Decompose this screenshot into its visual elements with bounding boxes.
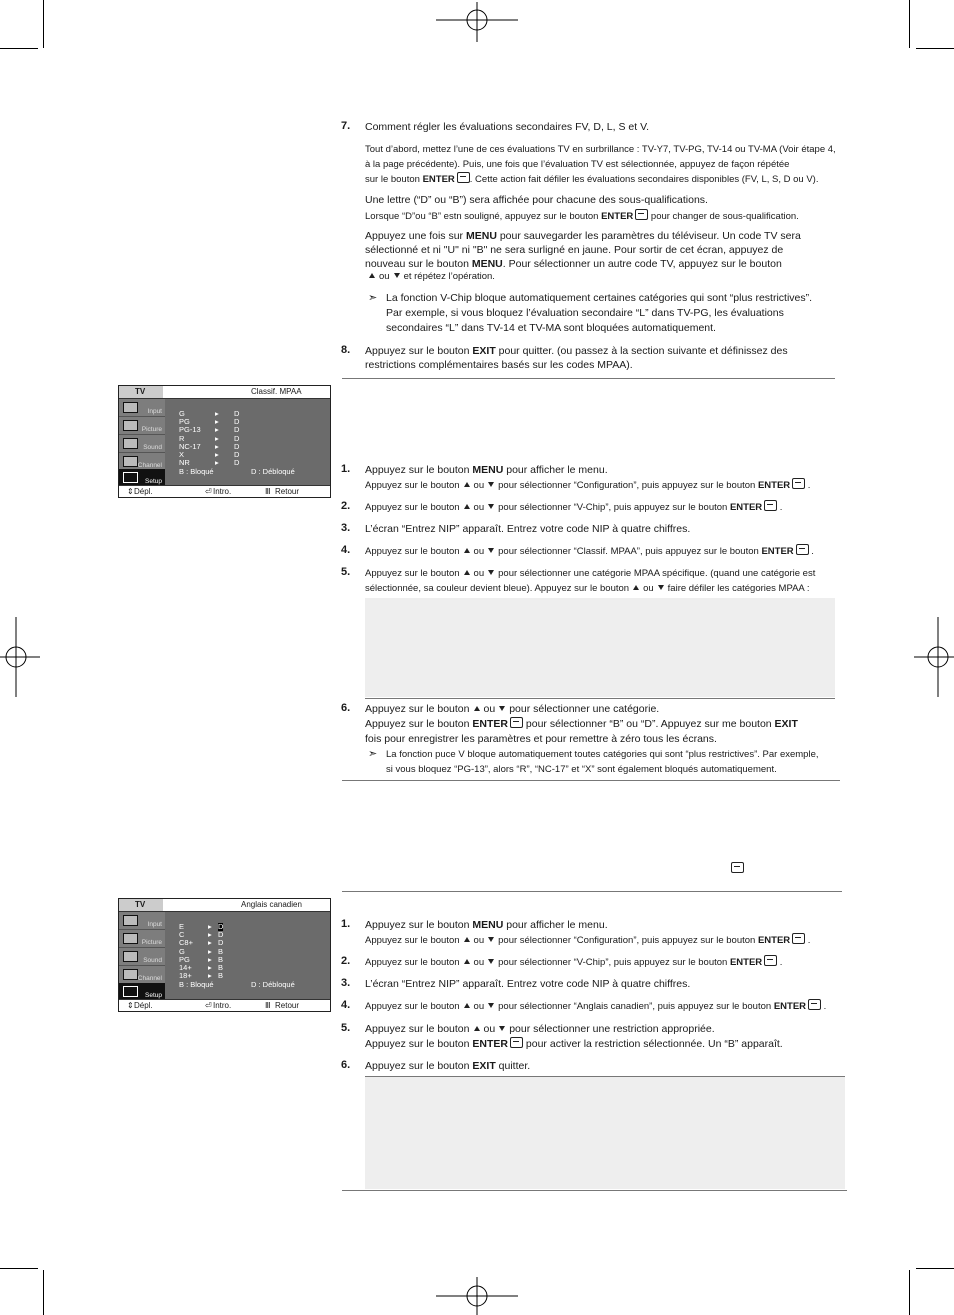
up-arrow-icon — [369, 273, 375, 278]
side-item-input[interactable] — [119, 912, 165, 930]
side-label: Sound — [143, 957, 162, 964]
divider — [342, 1190, 847, 1191]
rating-value: D — [218, 938, 224, 948]
text: ou — [473, 480, 485, 491]
step-line: L’écran “Entrez NIP” apparaît. Entrez votre code NIP à quatre chiffres. — [365, 523, 691, 535]
crop-mark — [916, 1268, 954, 1269]
enter-icon: ⏎ — [205, 1001, 212, 1010]
text: Appuyez sur le bouton — [365, 957, 460, 968]
paragraph-line — [365, 209, 799, 224]
right-arrow-icon: ▸ — [208, 971, 212, 981]
text: Appuyez sur le bouton — [365, 935, 460, 946]
tv-label: TV — [135, 900, 146, 909]
side-label: Setup — [145, 478, 162, 485]
down-arrow-icon — [499, 1026, 505, 1031]
rating-value: D — [234, 433, 240, 443]
side-item-picture[interactable] — [119, 417, 165, 435]
picture-icon — [123, 420, 138, 431]
up-arrow-icon — [464, 937, 470, 942]
side-item-picture[interactable] — [119, 930, 165, 948]
crop-mark — [916, 48, 954, 49]
setup-icon — [123, 986, 138, 997]
step-number: 3. — [341, 522, 351, 534]
step-line: Appuyez sur le bouton ou pour sélectionner “V-Chip”, puis appuyez sur le bouton ENTER . — [365, 502, 783, 513]
note-line: La fonction puce V bloque automatiquement toutes catégories qui sont “plus restrictives”. Par exemple, — [386, 749, 819, 760]
registration-mark-icon — [914, 617, 954, 697]
exit-label: EXIT — [472, 1060, 496, 1072]
step-number: 6. — [341, 1059, 351, 1071]
crop-mark — [909, 1270, 910, 1315]
enter-icon — [510, 717, 523, 728]
setup-icon — [123, 472, 138, 483]
menu-label: MENU — [472, 464, 504, 476]
channel-icon — [123, 969, 138, 980]
step-number: 4. — [341, 999, 351, 1011]
text: Appuyez une fois sur — [365, 230, 466, 242]
enter-label: ENTER — [729, 502, 763, 513]
sound-icon — [123, 438, 138, 449]
paragraph-line — [365, 172, 818, 187]
text: ou — [643, 583, 654, 594]
value-list — [218, 923, 223, 980]
step-line — [365, 463, 608, 478]
right-arrow-icon: ▸ — [215, 425, 219, 435]
step-line — [365, 702, 659, 717]
text: pour sélectionner une catégorie. — [509, 703, 660, 715]
step-line — [365, 918, 608, 933]
enter-icon — [731, 862, 744, 873]
crop-mark — [909, 0, 910, 48]
step-number: 3. — [341, 977, 351, 989]
side-item-input[interactable] — [119, 399, 165, 417]
text: Appuyez sur le bouton — [365, 1023, 470, 1035]
text: Appuyez sur le bouton — [365, 703, 470, 715]
rating-value: D — [234, 409, 240, 418]
exit-label: EXIT — [472, 345, 496, 357]
rating-value: D — [234, 425, 240, 435]
divider — [342, 780, 840, 781]
enter-icon — [764, 955, 777, 966]
enter-label: ENTER — [761, 546, 794, 557]
enter-icon — [510, 1037, 523, 1048]
step-title: Comment régler les évaluations secondaires FV, D, L, S et V. — [365, 121, 650, 133]
tv-menu-footer — [119, 999, 330, 1011]
rating-value: B — [218, 971, 224, 981]
step-number: 2. — [341, 500, 351, 512]
rating-item[interactable]: PG — [179, 954, 190, 964]
footer-move: Dépl. — [134, 487, 153, 496]
right-arrow-icon: ▸ — [208, 946, 212, 956]
down-arrow-icon — [488, 482, 494, 487]
text: pour afficher le menu. — [503, 464, 608, 476]
input-icon — [123, 402, 138, 413]
legend-blocked: B : Bloqué — [179, 467, 214, 476]
enter-label: ENTER — [757, 480, 791, 491]
side-label: Picture — [141, 426, 162, 433]
rating-value: D — [218, 922, 224, 931]
paragraph-line — [365, 344, 788, 359]
registration-mark-icon — [0, 617, 40, 697]
text: Appuyez sur le bouton — [365, 1060, 473, 1072]
rating-item[interactable]: NR — [179, 458, 190, 468]
paragraph-line: sélectionné et ni "U" ni "B" ne sera surligné en jaune. Pour sortir de cet écran, appuyez de — [365, 244, 784, 256]
right-arrow-icon: ▸ — [208, 963, 212, 973]
rating-value: B — [218, 946, 224, 956]
rating-value: D — [234, 450, 240, 460]
mpaa-rating-table-placeholder — [365, 598, 835, 697]
text: . Cette action fait défiler les évaluations secondaires disponibles (FV, L, S, D ou V). — [469, 174, 819, 185]
text: pour changer de sous-qualification. — [648, 211, 799, 222]
rating-value: B — [218, 963, 224, 973]
note-arrow-icon: ➣ — [368, 292, 378, 304]
text: pour activer la restriction sélectionnée. Un “B” apparaît. — [523, 1038, 783, 1050]
paragraph-line — [365, 269, 495, 284]
tv-menu-header — [119, 386, 330, 399]
down-arrow-icon — [499, 706, 505, 711]
paragraph-line: à la page précédente). Puis, une fois que l’évaluation TV est sélectionnée, appuyez de façon répétée — [365, 159, 790, 170]
enter-label: ENTER — [729, 957, 763, 968]
step-number: 4. — [341, 544, 351, 556]
up-arrow-icon — [474, 706, 480, 711]
return-icon: Ⅲ — [265, 1001, 271, 1010]
text: pour sélectionner “Classif. MPAA”, puis appuyez sur le bouton — [498, 546, 759, 557]
text: ou — [473, 546, 485, 557]
exit-label: EXIT — [774, 718, 798, 730]
rating-item[interactable]: C8+ — [179, 938, 193, 948]
arrow-list — [208, 923, 212, 980]
enter-label: ENTER — [422, 174, 455, 185]
text: pour quitter. (ou passez à la section suivante et définissez des — [495, 345, 788, 357]
tv-label: TV — [135, 387, 146, 396]
side-label: Channel — [137, 975, 162, 982]
enter-icon — [796, 544, 809, 555]
divider — [342, 378, 835, 379]
rating-value: D — [218, 930, 224, 940]
crop-mark — [43, 1270, 44, 1315]
text: Appuyez sur le bouton — [365, 546, 460, 557]
rating-value: D — [234, 441, 240, 451]
right-arrow-icon: ▸ — [215, 433, 219, 443]
up-arrow-icon — [464, 548, 470, 553]
text: . Pour sélectionner un autre code TV, appuyez sur le bouton — [502, 258, 782, 270]
text: Appuyez sur le bouton — [365, 480, 460, 491]
side-label: Input — [147, 921, 162, 928]
step-number: 1. — [341, 918, 351, 930]
text: Appuyez sur le bouton — [365, 345, 473, 357]
picture-icon — [123, 933, 138, 944]
text: Appuyez sur le bouton — [365, 1038, 473, 1050]
rating-item[interactable]: PG — [179, 417, 190, 427]
tv-menu-canadian — [118, 898, 331, 1012]
step-line: Appuyez sur le bouton ou pour sélectionner “Anglais canadien”, puis appuyez sur le bouton ENTER . — [365, 1001, 827, 1012]
text: Appuyez sur le bouton — [365, 464, 473, 476]
step-number: 5. — [341, 1022, 351, 1034]
text: ou — [473, 957, 485, 968]
rating-item[interactable]: X — [179, 450, 185, 460]
enter-label: ENTER — [757, 935, 791, 946]
step-number: 8. — [341, 344, 351, 356]
footer-move: Dépl. — [134, 1001, 153, 1010]
crop-mark — [0, 48, 38, 49]
tv-menu-footer — [119, 485, 330, 497]
step-number: 7. — [341, 120, 351, 132]
rating-list — [179, 410, 201, 467]
legend-unblocked: D : Débloqué — [251, 980, 295, 989]
menu-label: MENU — [465, 230, 497, 242]
text: sur le bouton — [365, 174, 423, 185]
down-arrow-icon — [488, 1003, 494, 1008]
text: et répétez l’opération. — [403, 271, 495, 282]
text: Appuyez sur le bouton — [365, 502, 460, 513]
footer-return: Retour — [275, 1001, 300, 1010]
text: quitter. — [495, 1060, 531, 1072]
rating-item[interactable]: R — [179, 433, 185, 443]
note-line: si vous bloquez “PG-13”, alors “R”, “NC-17” et “X” sont également bloqués automatiquement. — [386, 764, 777, 775]
side-item-channel[interactable] — [119, 966, 165, 984]
rating-value: D — [234, 458, 240, 468]
down-arrow-icon — [488, 570, 494, 575]
registration-mark-icon — [436, 1277, 518, 1315]
down-arrow-icon — [488, 548, 494, 553]
step-line: Appuyez sur le bouton ou pour sélectionner “Classif. MPAA”, puis appuyez sur le bouton ENTER . — [365, 546, 814, 557]
text: pour afficher le menu. — [503, 919, 608, 931]
enter-icon — [457, 172, 470, 183]
down-arrow-icon — [488, 959, 494, 964]
enter-icon — [792, 478, 805, 489]
text: Appuyez sur le bouton — [365, 568, 460, 579]
divider — [342, 891, 842, 892]
side-label: Channel — [137, 462, 162, 469]
right-arrow-icon: ▸ — [215, 450, 219, 460]
text: nouveau sur le bouton — [365, 258, 472, 270]
rating-item[interactable]: 18+ — [179, 971, 192, 981]
step-line — [365, 1059, 530, 1074]
enter-icon: ⏎ — [205, 487, 212, 496]
text: sélectionnée, sa couleur devient bleue). Appuyez sur le bouton — [365, 583, 630, 594]
text: pour sélectionner “B” ou “D”. Appuyez sur me bouton — [523, 718, 775, 730]
menu-title: Classif. MPAA — [251, 387, 302, 396]
paragraph-line: restrictions complémentaires basés sur les codes MPAA). — [365, 359, 633, 371]
footer-enter: Intro. — [213, 1001, 232, 1010]
step-number: 6. — [341, 702, 351, 714]
text: Appuyez sur le bouton — [365, 1001, 460, 1012]
menu-label: MENU — [471, 258, 503, 270]
text: ou — [473, 935, 485, 946]
step-number: 2. — [341, 955, 351, 967]
input-icon — [123, 915, 138, 926]
rating-value: B — [218, 954, 224, 964]
footer-enter: Intro. — [213, 487, 232, 496]
text: pour sélectionner “Configuration”, puis appuyez sur le bouton — [498, 480, 756, 491]
step-line: Appuyez sur le bouton ou pour sélectionner “Configuration”, puis appuyez sur le bouton ENTER . — [365, 480, 811, 491]
note-line: La fonction V-Chip bloque automatiquement certaines catégories qui sont “plus restrictives”. — [386, 292, 813, 304]
paragraph-line: Tout d’abord, mettez l’une de ces évaluations TV en surbrillance : TV-Y7, TV-PG, TV-14 ou TV-MA (Voir étape 4, — [365, 144, 836, 155]
side-label: Sound — [143, 444, 162, 451]
side-label: Setup — [145, 992, 162, 999]
rating-item[interactable]: G — [179, 946, 185, 956]
return-icon: Ⅲ — [265, 487, 271, 496]
tv-menu-header — [119, 899, 330, 912]
enter-label: ENTER — [773, 1001, 807, 1012]
text: ou — [483, 703, 496, 715]
step-line: fois pour enregistrer les paramètres et pour remettre à zéro tous les écrans. — [365, 733, 717, 745]
down-arrow-icon — [488, 504, 494, 509]
enter-label: ENTER — [472, 718, 508, 730]
up-arrow-icon — [474, 1026, 480, 1031]
side-label: Input — [147, 408, 162, 415]
side-item-sound[interactable] — [119, 948, 165, 966]
up-arrow-icon — [464, 482, 470, 487]
step-line — [365, 1037, 783, 1052]
crop-mark — [0, 1268, 38, 1269]
tv-menu-mpaa — [118, 385, 331, 498]
channel-icon — [123, 456, 138, 467]
right-arrow-icon: ▸ — [208, 922, 212, 931]
step-number: 1. — [341, 463, 351, 475]
step-line — [365, 717, 798, 732]
down-arrow-icon — [394, 273, 400, 278]
registration-mark-icon — [436, 2, 518, 42]
rating-item[interactable]: NC-17 — [179, 441, 201, 451]
enter-label: ENTER — [472, 1038, 508, 1050]
note-arrow-icon: ➣ — [368, 748, 378, 760]
legend-unblocked: D : Débloqué — [251, 467, 295, 476]
menu-title: Anglais canadien — [241, 900, 302, 909]
note-line: Par exemple, si vous bloquez l’évaluation secondaire “L” dans TV-PG, les évaluations — [386, 307, 784, 319]
move-icon: ⇕ — [127, 1001, 134, 1010]
note-line: secondaires “L” dans TV-14 et TV-MA sont bloquées automatiquement. — [386, 322, 716, 334]
text: ou — [473, 502, 485, 513]
move-icon: ⇕ — [127, 487, 134, 496]
enter-icon — [792, 933, 805, 944]
menu-label: MENU — [472, 919, 504, 931]
step-line — [365, 1022, 715, 1037]
side-item-sound[interactable] — [119, 435, 165, 453]
text: ou — [473, 1001, 485, 1012]
paragraph-line: Une lettre (“D” ou “B”) sera affichée pour chacune des sous-qualifications. — [365, 194, 708, 206]
text: Appuyez sur le bouton — [365, 718, 473, 730]
enter-icon — [635, 209, 648, 220]
right-arrow-icon: ▸ — [215, 458, 219, 468]
rating-item[interactable]: G — [179, 409, 185, 418]
rating-value: D — [234, 417, 240, 427]
side-label: Picture — [141, 939, 162, 946]
value-list — [234, 410, 239, 467]
text: pour sauvegarder les paramètres du téléviseur. Un code TV sera — [496, 230, 801, 242]
crop-mark — [43, 0, 44, 48]
text: pour sélectionner une catégorie MPAA spécifique. (quand une catégorie est — [498, 568, 816, 579]
rating-item[interactable]: 14+ — [179, 963, 192, 973]
right-arrow-icon: ▸ — [215, 441, 219, 451]
text: pour sélectionner “V-Chip”, puis appuyez sur le bouton — [498, 957, 728, 968]
paragraph-line — [365, 229, 801, 244]
text: pour sélectionner “Configuration”, puis appuyez sur le bouton — [498, 935, 756, 946]
up-arrow-icon — [464, 1003, 470, 1008]
text: Appuyez sur le bouton — [365, 919, 473, 931]
step-line: L’écran “Entrez NIP” apparaît. Entrez votre code NIP à quatre chiffres. — [365, 978, 691, 990]
enter-icon — [808, 999, 821, 1010]
up-arrow-icon — [633, 585, 639, 590]
right-arrow-icon: ▸ — [208, 954, 212, 964]
rating-item[interactable]: C — [179, 930, 185, 940]
step-line — [365, 581, 810, 596]
enter-label: ENTER — [601, 211, 634, 222]
up-arrow-icon — [464, 959, 470, 964]
right-arrow-icon: ▸ — [208, 930, 212, 940]
enter-icon — [764, 500, 777, 511]
text: ou — [473, 568, 485, 579]
right-arrow-icon: ▸ — [208, 938, 212, 948]
text: Lorsque “D”ou “B” estn souligné, appuyez sur le bouton — [365, 211, 602, 222]
divider — [365, 698, 835, 699]
step-line: Appuyez sur le bouton ou pour sélectionner “Configuration”, puis appuyez sur le bouton ENTER . — [365, 935, 811, 946]
step-line: Appuyez sur le bouton ou pour sélectionner “V-Chip”, puis appuyez sur le bouton ENTER . — [365, 957, 783, 968]
text: pour sélectionner “V-Chip”, puis appuyez sur le bouton — [498, 502, 728, 513]
up-arrow-icon — [464, 504, 470, 509]
footer-return: Retour — [275, 487, 300, 496]
text: pour sélectionner une restriction appropriée. — [509, 1023, 715, 1035]
arrow-list — [215, 410, 219, 467]
legend-blocked: B : Bloqué — [179, 980, 214, 989]
step-line — [365, 566, 815, 581]
up-arrow-icon — [464, 570, 470, 575]
right-arrow-icon: ▸ — [215, 417, 219, 427]
down-arrow-icon — [658, 585, 664, 590]
right-arrow-icon: ▸ — [215, 409, 219, 418]
down-arrow-icon — [488, 937, 494, 942]
rating-item[interactable]: PG-13 — [179, 425, 201, 435]
rating-item[interactable]: E — [179, 922, 185, 931]
rating-list — [179, 923, 193, 980]
text: faire défiler les catégories MPAA : — [667, 583, 810, 594]
step-number: 5. — [341, 566, 351, 578]
text: ou — [379, 271, 390, 282]
sound-icon — [123, 951, 138, 962]
text: pour sélectionner “Anglais canadien”, puis appuyez sur le bouton — [498, 1001, 772, 1012]
text: ou — [483, 1023, 496, 1035]
canadian-rating-table-placeholder — [365, 1077, 845, 1189]
